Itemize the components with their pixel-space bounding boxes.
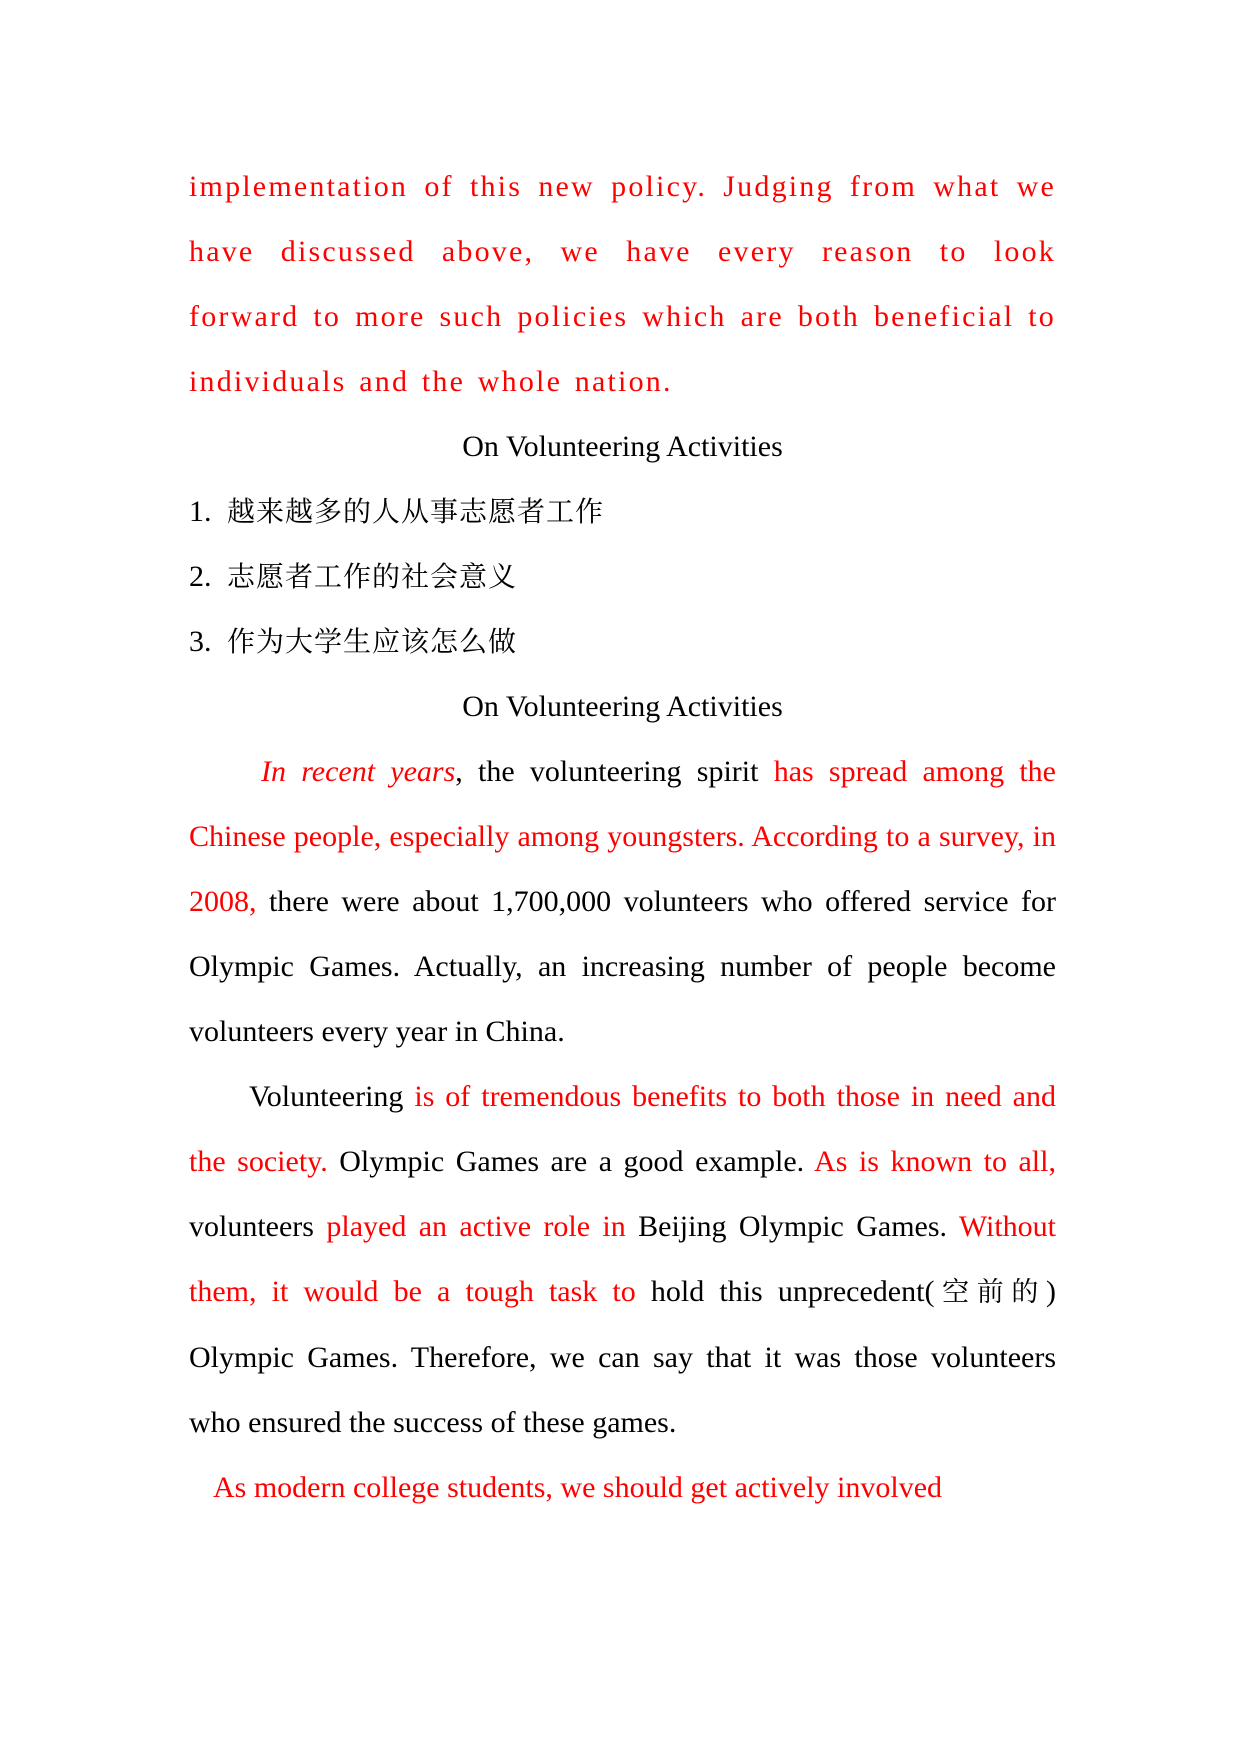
plain-text: hold this unprecedent( [635, 1275, 935, 1308]
outline-item-text: 越来越多的人从事志愿者工作 [227, 495, 605, 528]
plain-text: volunteers [189, 1210, 327, 1243]
outline-item-text: 作为大学生应该怎么做 [227, 625, 518, 658]
outline-item-text: 志愿者工作的社会意义 [227, 560, 518, 593]
highlighted-phrase: In recent years [261, 755, 456, 788]
plain-text: Volunteering [249, 1080, 415, 1113]
outline-item-number: 2. [189, 560, 212, 593]
plain-text: Beijing Olympic Games. [625, 1210, 959, 1243]
outline-item [189, 479, 1056, 544]
outline-item [189, 609, 1056, 674]
document-body [189, 154, 1056, 1520]
plain-text: there were about 1,700,000 volunteers who offered service for Olympic Games. Actually, an increasing number of people become volunteers every year in China. [189, 885, 1056, 1048]
highlighted-phrase: As is known to all, [814, 1145, 1056, 1178]
highlighted-phrase: is of tremendous benefits to both those in need and the society. [189, 1080, 1056, 1178]
plain-text: , the volunteering spirit [455, 755, 774, 788]
essay-paragraph-2 [189, 1064, 1056, 1455]
intro-paragraph: implementation of this new policy. Judging from what we have discussed above, we have every reason to look forward to more such policies which are both beneficial to individuals and the whole nation. [189, 170, 1056, 398]
outline-item [189, 544, 1056, 609]
chinese-gloss: 空前的 [934, 1277, 1047, 1308]
essay-paragraph-3 [189, 1455, 1056, 1520]
outline-item-number: 1. [189, 495, 212, 528]
plain-text: ) Olympic Games. Therefore, we can say that it was those volunteers who ensured the success of these games. [189, 1275, 1057, 1439]
highlighted-phrase: As modern college students, we should get actively involved [213, 1471, 943, 1504]
highlighted-phrase: played an active role in [326, 1210, 626, 1243]
outline-title: On Volunteering Activities [462, 430, 783, 463]
highlighted-phrase: has spread among the Chinese people, especially among youngsters. According to a survey, in 2008, [189, 755, 1056, 918]
outline-item-number: 3. [189, 625, 212, 658]
essay-paragraph-1 [189, 739, 1056, 1064]
highlighted-phrase: Without them, it would be a tough task to [189, 1210, 1056, 1308]
essay-title: On Volunteering Activities [462, 690, 783, 723]
plain-text: Olympic Games are a good example. [327, 1145, 815, 1178]
